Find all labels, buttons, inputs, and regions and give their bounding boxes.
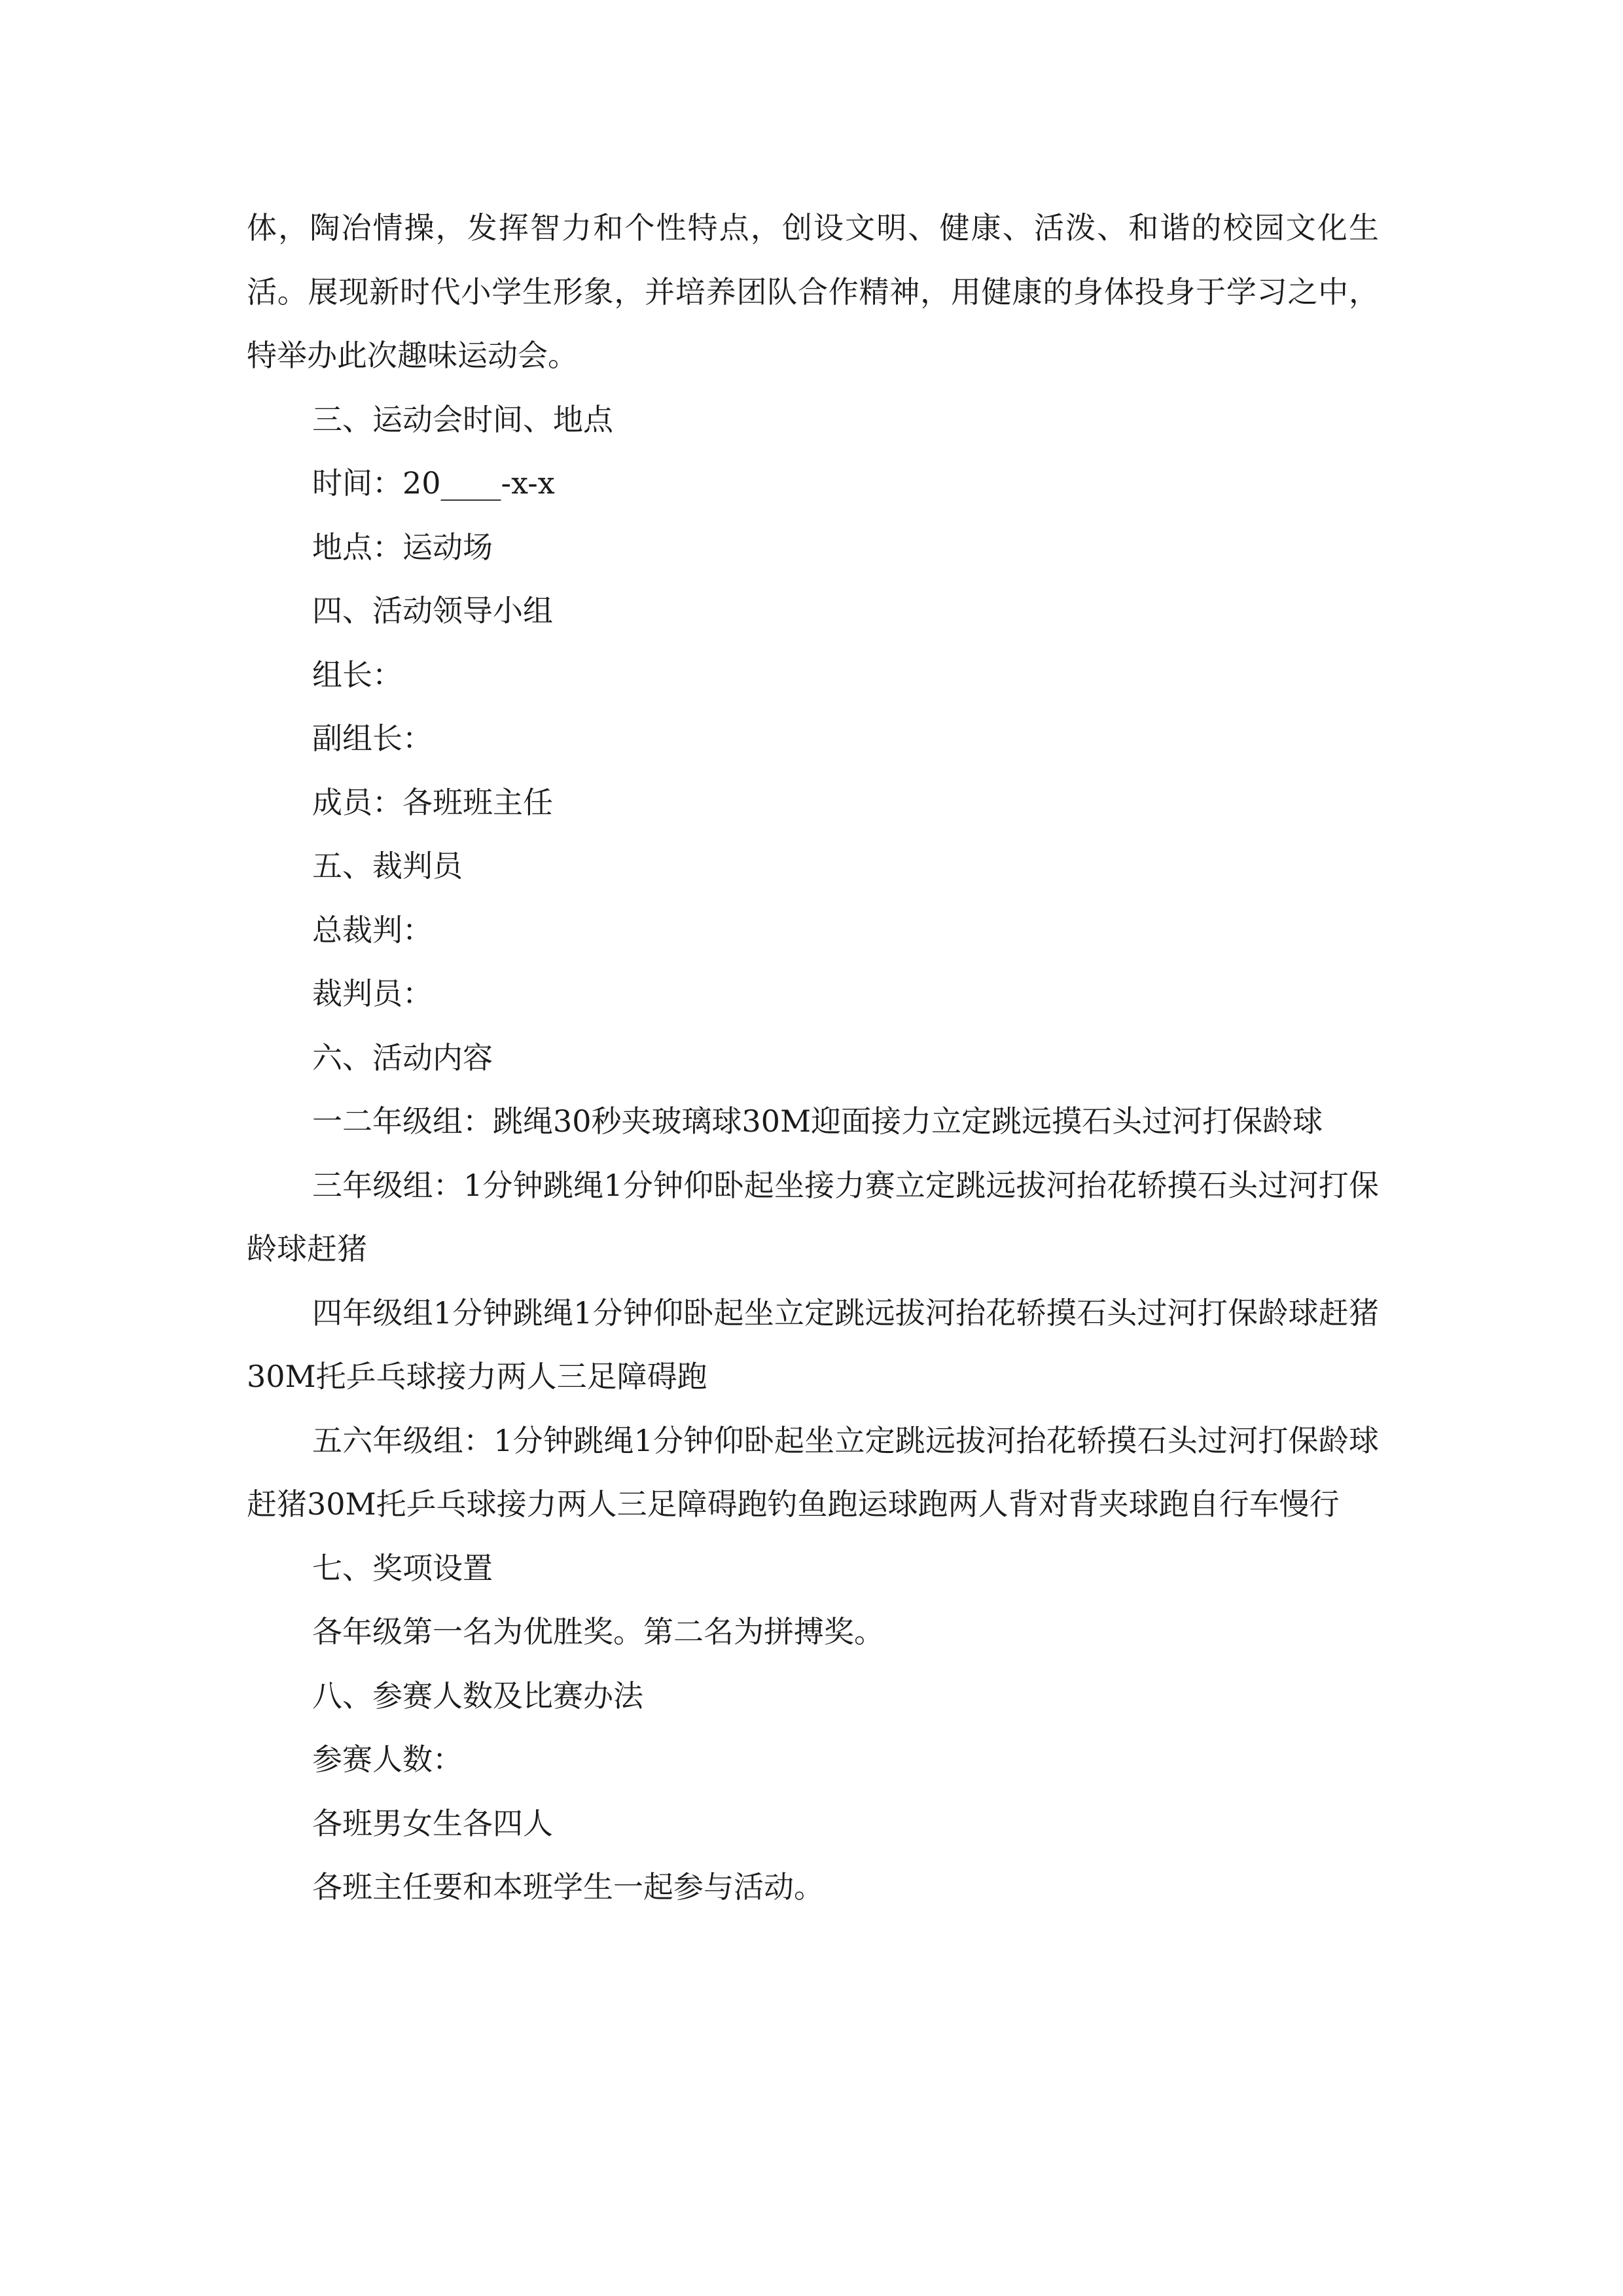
time-line: 时间：20____-x-x bbox=[312, 465, 555, 501]
activities-grade-4: 四年级组1分钟跳绳1分钟仰卧起坐立定跳远拔河抬花轿摸石头过河打保龄球赶猪30M托乒乓球接力两人三足障碍跑 bbox=[247, 1295, 1379, 1394]
participants-count-line: 各班男女生各四人 bbox=[312, 1805, 553, 1841]
section-heading-awards: 七、奖项设置 bbox=[312, 1550, 493, 1586]
members-line: 成员：各班班主任 bbox=[312, 784, 553, 820]
place-line: 地点：运动场 bbox=[312, 529, 493, 565]
chief-referee-line: 总裁判： bbox=[312, 912, 433, 948]
paragraph-intro-continuation: 体，陶冶情操，发挥智力和个性特点，创设文明、健康、活泼、和谐的校园文化生活。展现新时代小学生形象，并培养团队合作精神，用健康的身体投身于学习之中，特举办此次趣味运动会。 bbox=[247, 210, 1379, 373]
deputy-leader-line: 副组长： bbox=[312, 721, 433, 756]
section-heading-activities: 六、活动内容 bbox=[312, 1039, 493, 1075]
referees-line: 裁判员： bbox=[312, 976, 433, 1011]
activities-grade-5-6: 五六年级组：1分钟跳绳1分钟仰卧起坐立定跳远拔河抬花轿摸石头过河打保龄球赶猪30M托乒乓球接力两人三足障碍跑钓鱼跑运球跑两人背对背夹球跑自行车慢行 bbox=[247, 1422, 1379, 1522]
activities-grade-3: 三年级组：1分钟跳绳1分钟仰卧起坐接力赛立定跳远拔河抬花轿摸石头过河打保龄球赶猪 bbox=[247, 1167, 1379, 1266]
document-body bbox=[247, 196, 1379, 1920]
teacher-participation-line: 各班主任要和本班学生一起参与活动。 bbox=[312, 1869, 824, 1905]
activities-grade-1-2: 一二年级组：跳绳30秒夹玻璃球30M迎面接力立定跳远摸石头过河打保龄球 bbox=[312, 1103, 1323, 1139]
leader-line: 组长： bbox=[312, 656, 402, 692]
section-heading-time-place: 三、运动会时间、地点 bbox=[312, 401, 613, 437]
section-heading-participants: 八、参赛人数及比赛办法 bbox=[312, 1677, 643, 1713]
participants-label: 参赛人数： bbox=[312, 1742, 463, 1777]
awards-line: 各年级第一名为优胜奖。第二名为拼搏奖。 bbox=[312, 1614, 884, 1649]
section-heading-referees: 五、裁判员 bbox=[312, 848, 463, 884]
section-heading-leadership: 四、活动领导小组 bbox=[312, 593, 553, 628]
